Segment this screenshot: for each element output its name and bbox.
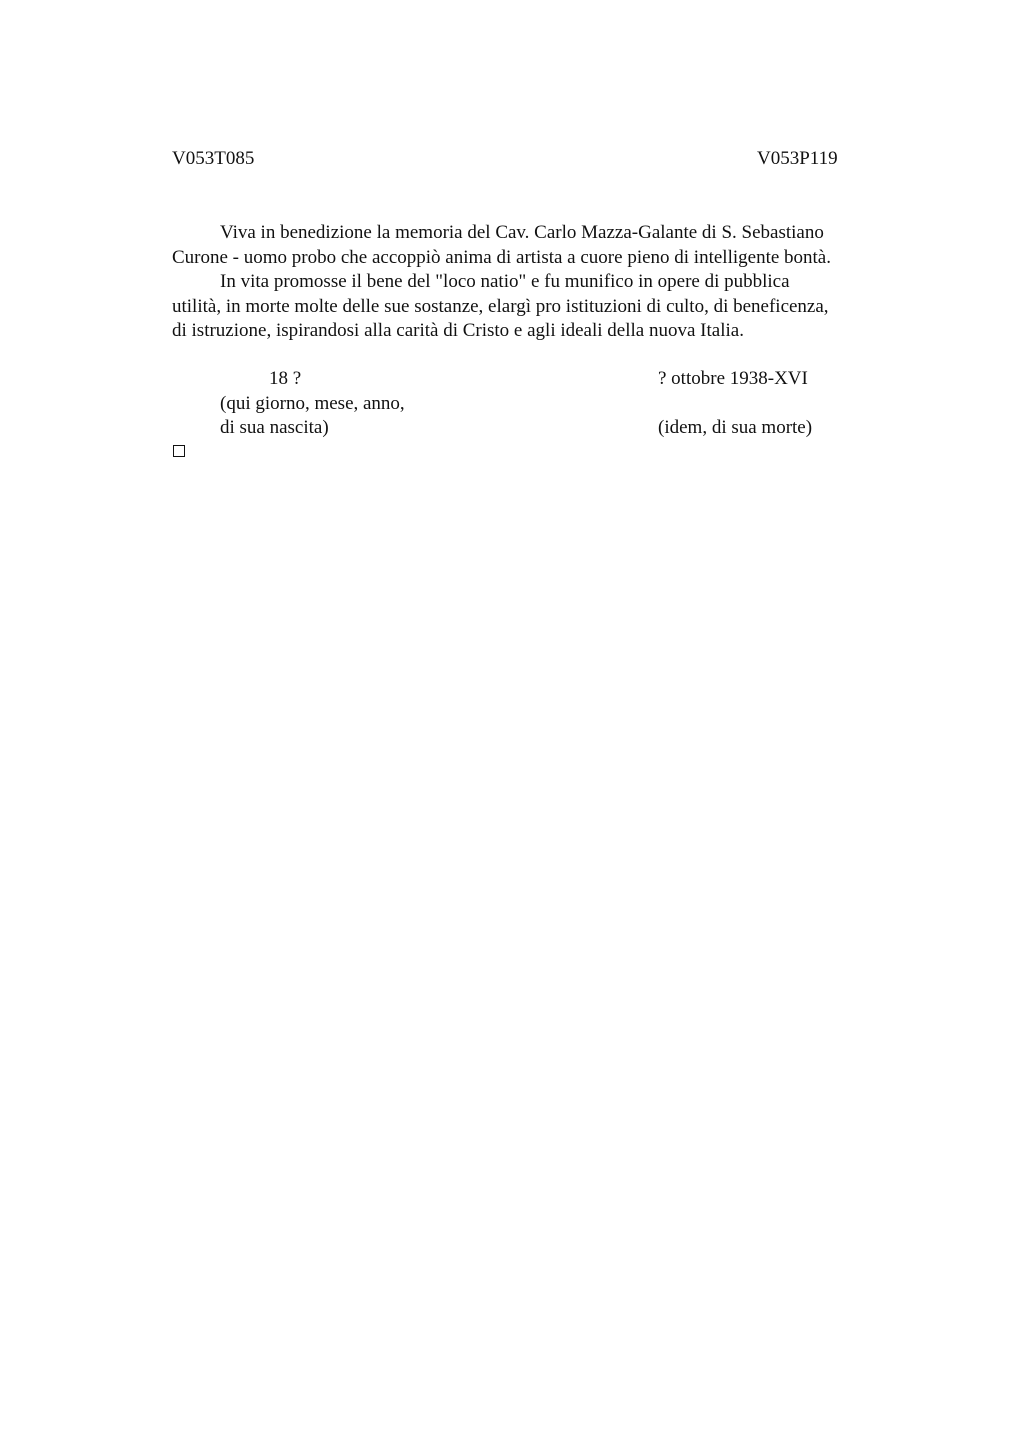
document-code-left: V053T085 bbox=[172, 148, 255, 169]
checkbox-square-icon bbox=[173, 445, 185, 457]
epitaph-paragraph-1: Viva in benedizione la memoria del Cav. Carlo Mazza-Galante di S. Sebastiano Curone - uomo probo che accoppiò anima di artista a cuore pieno di intelligente bontà. bbox=[172, 222, 831, 268]
document-code-right: V053P119 bbox=[757, 148, 838, 169]
death-note: (idem, di sua morte) bbox=[658, 417, 813, 438]
death-date: ? ottobre 1938-XVI bbox=[658, 368, 808, 389]
birth-date: 18 ? bbox=[269, 368, 302, 389]
epitaph-paragraph-2: In vita promosse il bene del "loco natio" e fu munifico in opere di pubblica utilità, in morte molte delle sue sostanze, elargì pro istituzioni di culto, di beneficenza, di istruzione, ispirandosi alla carità di Cristo e agli ideali della nuova Italia. bbox=[172, 271, 829, 341]
birth-note-line-2: di sua nascita) bbox=[220, 417, 329, 438]
birth-note-line-1: (qui giorno, mese, anno, bbox=[220, 392, 405, 414]
epitaph-text bbox=[172, 221, 892, 344]
dates-section bbox=[0, 367, 1024, 447]
